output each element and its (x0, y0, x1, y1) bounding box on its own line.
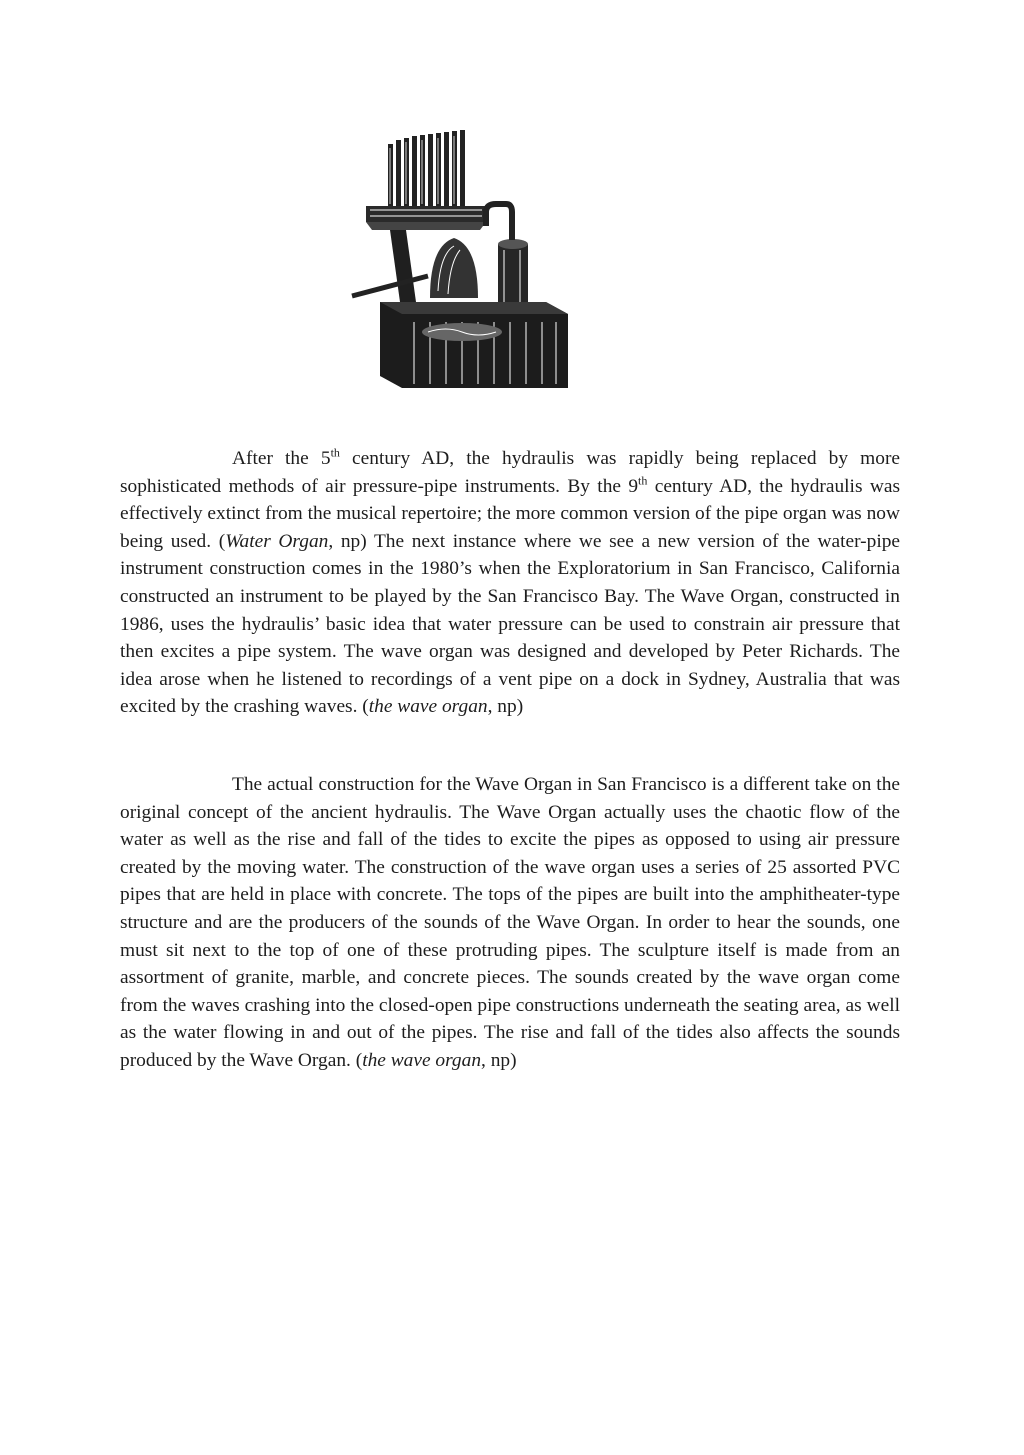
citation: the wave organ (362, 1049, 482, 1071)
text-segment: century AD, the hydraulis was rapidly being replaced by more sophisticated methods of air pressure-pipe instruments. By the 9 (120, 448, 901, 497)
paragraph-wave-organ-construction (120, 771, 900, 1075)
text-segment: , np) (487, 696, 524, 718)
superscript: th (330, 445, 340, 460)
text-segment: After the 5 (232, 448, 331, 469)
citation: Water Organ (225, 530, 329, 552)
paragraph-hydraulis-history (120, 445, 900, 721)
text-segment: , np) (481, 1049, 517, 1071)
citation: the wave organ (368, 696, 488, 718)
hydraulis-organ-engraving-icon (350, 126, 572, 388)
text-segment: The actual construction for the Wave Organ in San Francisco is a different take on the original concept of the ancient hydraulis. The Wave Organ actually uses the chaotic flow of the water as well as the rise and fall of the tides to excite the pipes as opposed to using air pressure created by the moving water. The construction of the wave organ uses a series of 25 assorted PVC pipes that are held in place with concrete. The tops of the pipes are built into the amphitheater-type structure and are the producers of the sounds of the Wave Organ. In order to hear the sounds, one must sit next to the top of one of these protruding pipes. The sculpture itself is made from an assortment of granite, marble, and concrete pieces. The sounds created by the wave organ come from the waves crashing into the closed-open pipe constructions underneath the seating area, as well as the water flowing in and out of the pipes. The rise and fall of the tides also affects the sounds produced by the Wave Organ. ( (120, 774, 900, 1071)
text-segment: century AD, the hydraulis was effectively extinct from the musical repertoire; the more common version of the pipe organ was now being used. ( (120, 475, 900, 552)
superscript: th (638, 473, 648, 488)
text-segment: , np) The next instance where we see a new version of the water-pipe instrument construction comes in the 1980’s when the Exploratorium in San Francisco, California constructed an instrument to be played by the San Francisco Bay. The Wave Organ, constructed in 1986, uses the hydraulis’ basic idea that water pressure can be used to constrain air pressure that then excites a pipe system. The wave organ was designed and developed by Peter Richards. The idea arose when he listened to recordings of a vent pipe on a dock in Sydney, Australia that was excited by the crashing waves. ( (120, 530, 901, 718)
